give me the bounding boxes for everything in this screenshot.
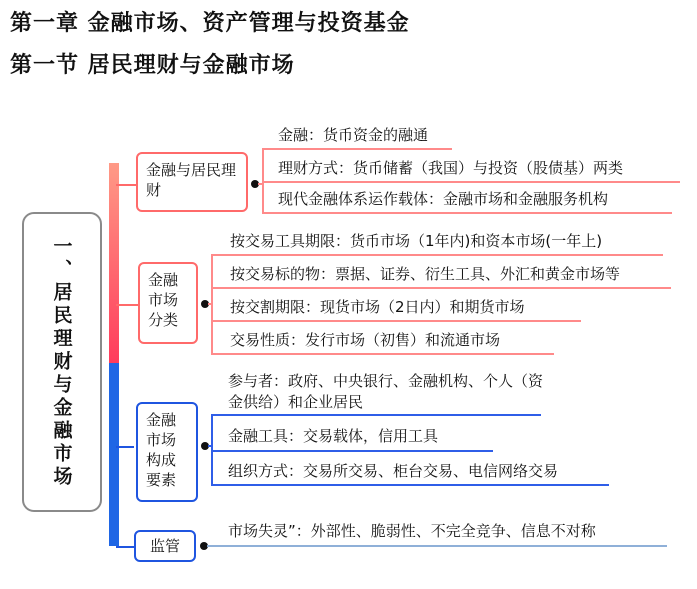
underline-1-2 <box>262 181 680 183</box>
red-spine <box>109 163 119 363</box>
branch-2-item-2: 按交易标的物：票据、证券、衍生工具、外汇和黄金市场等 <box>230 265 621 283</box>
branch-label-3: 金融市场构成要素 <box>146 411 177 489</box>
underline-3-2 <box>211 450 493 452</box>
branch-box-1 <box>136 152 248 212</box>
branch-2-item-1: 按交易工具期限：货币市场（1年内)和资本市场(一年上) <box>230 232 603 250</box>
bracket-2 <box>211 254 213 354</box>
branch-2-item-3: 按交割期限：现货市场（2日内）和期货市场 <box>230 298 525 316</box>
branch-connector-3 <box>116 446 134 448</box>
blue-spine <box>109 363 119 546</box>
underline-1-1 <box>262 148 452 150</box>
root-node <box>22 212 102 512</box>
underline-3-1 <box>211 414 541 416</box>
underline-2-1 <box>211 254 663 256</box>
branch-label-4: 监管 <box>149 537 180 555</box>
branch-box-2 <box>138 262 198 344</box>
branch-connector-2 <box>116 304 138 306</box>
branch-1-item-2: 理财方式：货币储蓄（我国）与投资（股债基）两类 <box>278 159 624 177</box>
branch-box-3 <box>136 402 198 502</box>
branch-label-1: 金融与居民理财 <box>146 161 237 199</box>
underline-2-3 <box>211 320 581 322</box>
branch-box-4 <box>134 530 196 562</box>
section-title: 第一节 居民理财与金融市场 <box>10 53 295 78</box>
branch-1-item-3: 现代金融体系运作载体：金融市场和金融服务机构 <box>278 190 609 208</box>
underline-1-3 <box>262 212 672 214</box>
branch-label-2: 金融市场分类 <box>148 271 179 329</box>
chapter-title: 第一章 金融市场、资产管理与投资基金 <box>10 11 410 36</box>
root-node-label: 一、居民理财与金融市场 <box>50 235 73 489</box>
branch-2-item-4: 交易性质：发行市场（初售）和流通市场 <box>230 331 501 349</box>
branch-3-item-3: 组织方式：交易所交易、柜台交易、电信网络交易 <box>228 462 559 480</box>
underline-2-4 <box>211 353 554 355</box>
branch-connector-1 <box>116 184 136 186</box>
branch-4-item-1: 市场失灵”：外部性、脆弱性、不完全竞争、信息不对称 <box>228 522 596 540</box>
branch-connector-4 <box>116 546 134 548</box>
bracket-1 <box>262 148 264 212</box>
underline-2-2 <box>211 287 671 289</box>
branch-3-item-2: 金融工具：交易载体，信用工具 <box>228 427 439 445</box>
bracket-3 <box>211 414 213 484</box>
underline-3-3 <box>211 484 609 486</box>
branch-1-item-1: 金融：货币资金的融通 <box>278 126 429 144</box>
underline-4-1 <box>207 545 667 547</box>
branch-3-item-1: 参与者：政府、中央银行、金融机构、个人（资金供给）和企业居民 <box>228 372 544 411</box>
